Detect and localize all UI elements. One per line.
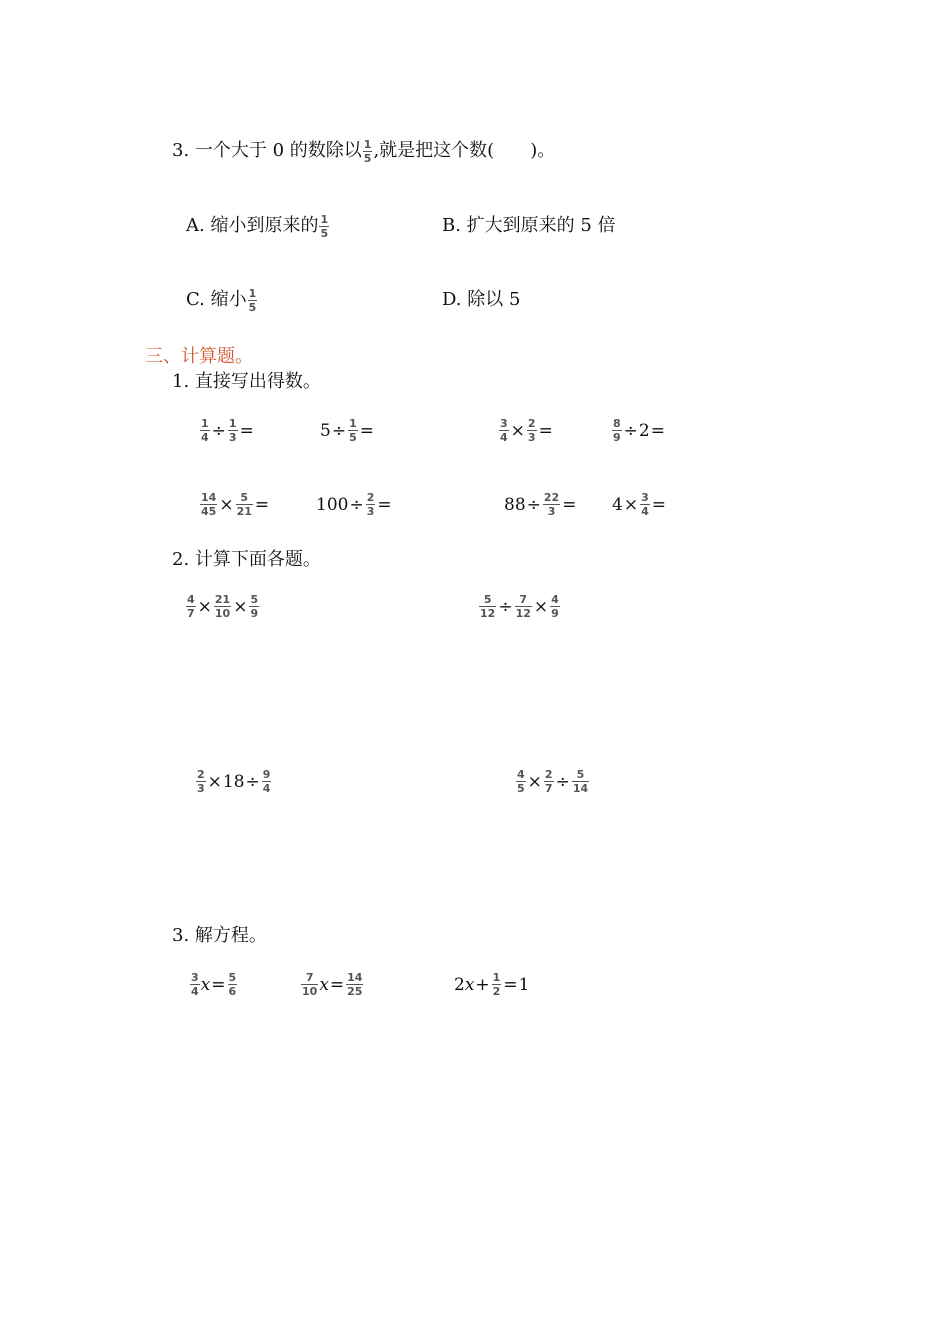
fraction [301,972,318,997]
direct-expr-7 [504,492,577,517]
operator: = [503,974,518,995]
numerator: 2 [366,491,375,504]
denominator: 9 [551,607,559,620]
operator: ÷ [245,771,260,792]
operator: = [650,420,665,441]
denominator: 9 [613,431,621,444]
option-d[interactable] [442,287,520,313]
numerator: 1 [228,417,237,430]
fraction [527,418,537,443]
numerator: 3 [191,971,199,984]
operator: + [475,974,490,995]
number: 2 [638,420,650,441]
denominator: 12 [480,607,496,620]
fraction [190,972,200,997]
operator: = [359,420,374,441]
fraction [196,769,206,794]
numerator: 1 [492,971,501,984]
fraction [249,594,259,619]
number: 88 [504,494,526,515]
numerator: 1 [363,137,372,151]
numerator: 2 [197,768,205,781]
direct-expr-8 [612,492,667,517]
fraction [492,972,502,997]
fraction [214,594,231,619]
numerator: 14 [347,971,363,984]
denominator: 4 [262,782,271,795]
denominator: 10 [302,985,318,998]
equation-1 [189,972,238,997]
numerator: 4 [187,593,195,606]
operator: = [211,974,226,995]
numerator: 8 [613,417,621,430]
fraction [236,492,253,517]
operator: ÷ [349,494,364,515]
direct-expr-1 [199,418,255,443]
numerator: 7 [519,593,528,606]
fraction [543,492,560,517]
denominator: 5 [320,226,329,240]
numerator: 5 [240,491,249,504]
operator: × [623,494,639,515]
numerator: 21 [214,593,231,606]
fraction [200,492,217,517]
numerator: 1 [320,212,329,226]
denominator: 7 [544,782,553,795]
number: 4 [612,494,623,515]
number: 1 [518,974,530,995]
denominator: 12 [515,607,531,620]
number: 18 [222,771,245,792]
denominator: 5 [363,151,372,165]
option-c[interactable] [186,287,258,313]
operator: × [533,596,549,617]
operator: ÷ [331,420,347,441]
operator: × [233,596,248,617]
equation-2 [300,972,364,997]
numerator: 3 [500,417,508,430]
variable: x [200,974,211,995]
number: 5 [320,420,331,441]
subsection-title-3: 3. 解方程。 [172,925,267,946]
operator: = [562,494,577,515]
fraction [363,139,373,164]
numerator: 3 [641,491,649,504]
denominator: 4 [201,431,209,444]
numerator: 5 [250,593,259,606]
denominator: 3 [228,431,237,444]
operator: × [510,420,525,441]
operator: = [538,420,553,441]
operator: × [219,494,234,515]
denominator: 4 [191,985,199,998]
operator: × [207,771,222,792]
operator: ÷ [623,420,638,441]
fraction [479,594,496,619]
denominator: 9 [250,607,259,620]
operator: = [377,494,392,515]
fraction [516,769,526,794]
direct-expr-2 [320,418,375,443]
operator: ÷ [211,420,226,441]
number: 100 [316,494,349,515]
numerator: 2 [527,417,536,430]
fraction [550,594,560,619]
option-b[interactable] [442,213,616,239]
operator: = [651,494,666,515]
numerator: 4 [517,768,525,781]
numerator: 4 [551,593,559,606]
calc-expr-4 [515,769,590,794]
variable: x [319,974,329,995]
denominator: 10 [214,607,231,620]
section-title: 三、计算题。 [145,346,253,367]
numerator: 1 [201,417,209,430]
fraction [612,418,622,443]
denominator: 25 [347,985,363,998]
operator: ÷ [498,596,513,617]
fraction [366,492,376,517]
numerator: 22 [543,491,560,504]
calc-expr-1 [185,594,260,619]
fraction [319,214,329,239]
denominator: 5 [517,782,525,795]
numerator: 14 [201,491,217,504]
option-c-label: C. 缩小 [186,289,247,310]
numerator: 2 [544,768,553,781]
calc-expr-3 [195,769,272,794]
numerator: 1 [248,286,257,300]
fraction [499,418,509,443]
subsection-title-1: 1. 直接写出得数。 [172,371,321,392]
fraction [248,288,258,313]
denominator: 3 [527,431,536,444]
denominator: 14 [572,782,589,795]
calc-expr-2 [478,594,561,619]
fraction [572,769,589,794]
denominator: 21 [236,505,252,518]
fraction [544,769,554,794]
numerator: 5 [576,768,585,781]
fraction [640,492,650,517]
numerator: 1 [349,417,357,430]
fraction [515,594,532,619]
denominator: 2 [492,985,501,998]
fraction [228,972,238,997]
operator: ÷ [526,494,541,515]
operator: = [254,494,270,515]
denominator: 45 [201,505,217,518]
denominator: 5 [349,431,357,444]
numerator: 5 [483,593,492,606]
numerator: 9 [262,768,271,781]
operator: ÷ [555,771,570,792]
fraction [346,972,363,997]
direct-expr-3 [498,418,554,443]
option-d-label: D. 除以 5 [442,289,521,310]
denominator: 3 [547,505,556,518]
denominator: 4 [500,431,508,444]
fraction [228,418,238,443]
denominator: 4 [641,505,649,518]
subsection-title-2: 2. 计算下面各题。 [172,549,321,570]
fraction [200,418,210,443]
question-3-prefix: 3. 一个大于 0 的数除以 [172,140,362,161]
denominator: 7 [187,607,195,620]
direct-expr-6 [316,492,393,517]
option-a-label: A. 缩小到原来的 [186,215,319,236]
option-b-label: B. 扩大到原来的 5 倍 [442,215,616,236]
fraction [262,769,272,794]
fraction [348,418,358,443]
equation-3 [454,972,529,997]
direct-expr-4 [611,418,666,443]
denominator: 6 [228,985,237,998]
operator: × [197,596,212,617]
question-3-suffix: ,就是把这个数( )。 [373,140,556,161]
variable: x [464,974,475,995]
option-a[interactable] [186,213,330,239]
denominator: 3 [366,505,375,518]
question-3 [172,138,555,164]
fraction [186,594,196,619]
denominator: 3 [197,782,205,795]
numerator: 5 [228,971,237,984]
operator: = [329,974,345,995]
direct-expr-5 [199,492,270,517]
denominator: 5 [248,300,257,314]
number: 2 [454,974,465,995]
operator: × [527,771,542,792]
numerator: 7 [305,971,314,984]
operator: = [239,420,254,441]
